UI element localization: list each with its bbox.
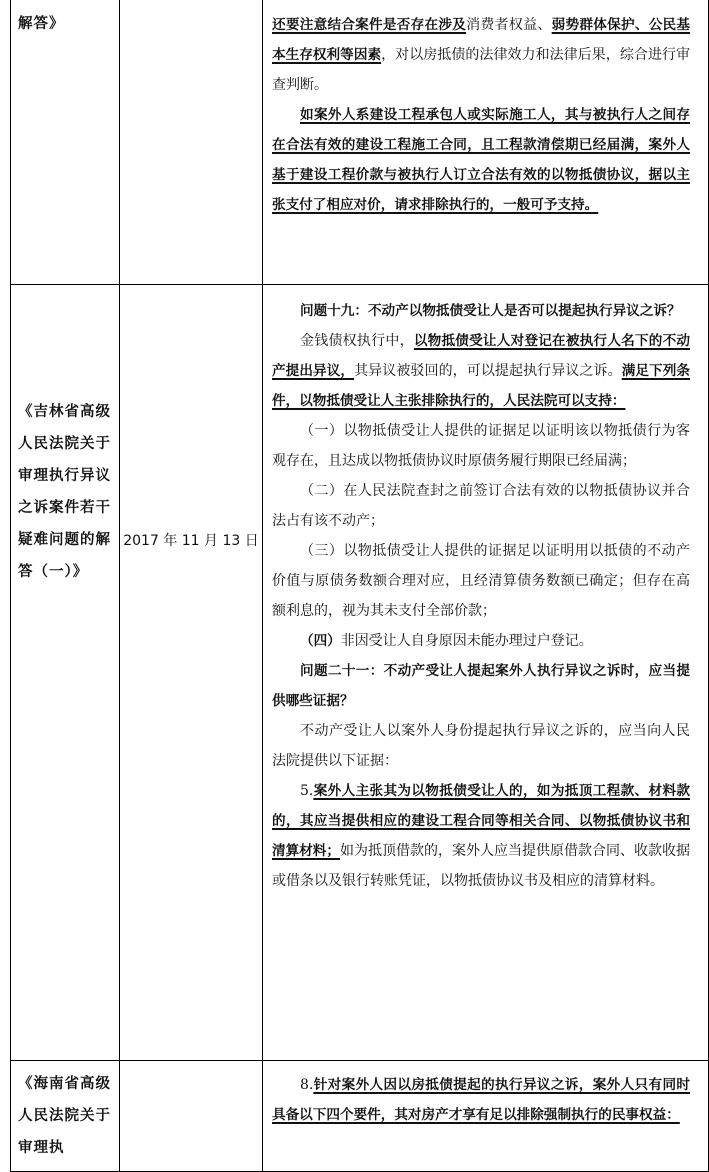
table-row-divider-1	[10, 284, 709, 285]
row1-content	[272, 10, 690, 220]
question-21-heading: 问题二十一：不动产受让人提起案外人执行异议之诉时，应当提供哪些证据？	[272, 663, 690, 709]
table-column-divider-1	[119, 0, 120, 1172]
row2-date: 2017 年 11 月 13 日	[123, 533, 259, 549]
table-column-divider-2	[262, 0, 263, 1172]
row2-document-name: 《吉林省高级人民法院关于审理执行异议之诉案件若干疑难问题的解答（一）》	[18, 404, 111, 580]
row2-content	[272, 296, 690, 896]
row2-paragraph-3: 5.案外人主张其为以物抵债受让人的，如为抵顶工程款、材料款的，其应当提供相应的建设工程合同等相关合同、以物抵债协议书和清算材料；如为抵顶借款的，案外人应当提供原借款合同、收款收据或借条以及银行转账凭证，以物抵债协议书及相应的清算材料。	[272, 783, 691, 889]
question-19-heading: 问题十九：不动产以物抵债受让人是否可以提起执行异议之诉？	[300, 303, 681, 319]
row2-paragraph-2: 不动产受让人以案外人身份提起执行异议之诉的，应当向人民法院提供以下证据：	[272, 723, 690, 769]
condition-item-3: （三）以物抵债受让人提供的证据足以证明用以抵债的不动产价值与原债务数额合理对应，且经清算债务数额已确定；但存在高额利息的，视为其未支付全部价款；	[272, 543, 690, 619]
condition-item-1: （一）以物抵债受让人提供的证据足以证明该以物抵债行为客观存在，且达成以物抵债协议时原债务履行期限已经届满；	[272, 423, 690, 469]
row3-content	[272, 1070, 690, 1130]
table-border-left	[10, 0, 11, 1172]
table-row-divider-2	[10, 1060, 709, 1061]
row2-paragraph-1: 金钱债权执行中，以物抵债受让人对登记在被执行人名下的不动产提出异议，其异议被驳回的，可以提起执行异议之诉。满足下列条件，以物抵债受让人主张排除执行的，人民法院可以支持：	[272, 333, 691, 409]
condition-item-4: （四）非因受让人自身原因未能办理过户登记。	[300, 633, 593, 649]
row1-paragraph-1: 还要注意结合案件是否存在涉及消费者权益、弱势群体保护、公民基本生存权利等因素，对以房抵债的法律效力和法律后果，综合进行审查判断。	[272, 17, 691, 93]
row1-paragraph-2: 如案外人系建设工程承包人或实际施工人，其与被执行人之间存在合法有效的建设工程施工合同，且工程款清偿期已经届满，案外人基于建设工程价款与被执行人订立合法有效的以物抵债协议，据以主张支付了相应对价，请求排除执行的，一般可予支持。	[272, 107, 690, 213]
row3-paragraph-1: 8.针对案外人因以房抵债提起的执行异议之诉，案外人只有同时具备以下四个要件，其对房产才享有足以排除强制执行的民事权益：	[272, 1077, 690, 1123]
row1-document-name: 解答》	[18, 16, 65, 32]
condition-item-2: （二）在人民法院查封之前签订合法有效的以物抵债协议并合法占有该不动产；	[272, 483, 690, 529]
row3-document-name: 《海南省高级人民法院关于审理执	[18, 1076, 111, 1156]
